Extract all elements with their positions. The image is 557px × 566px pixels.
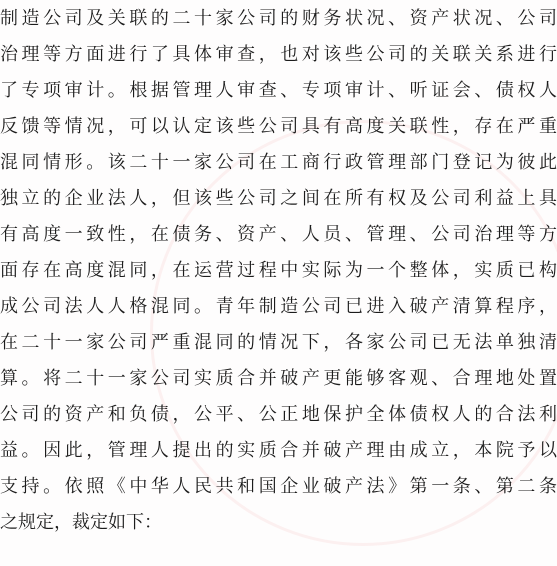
text-line: 面存在高度混同，在运营过程中实际为一个整体，实质已构 [0,260,557,281]
text-line: 成公司法人人格混同。青年制造公司已进入破产清算程序， [0,296,557,317]
text-line: 独立的企业法人，但该些公司之间在所有权及公司利益上具 [0,188,557,209]
text-line: 之规定，裁定如下： [0,512,162,533]
text-line: 在二十一家公司严重混同的情况下，各家公司已无法单独清 [0,332,557,353]
text-line: 支持。依照《中华人民共和国企业破产法》第一条、第二条 [0,476,557,497]
text-line: 治理等方面进行了具体审查，也对该些公司的关联关系进行 [0,44,557,65]
text-line: 有高度一致性，在债务、资产、人员、管理、公司治理等方 [0,224,557,245]
text-line: 益。因此，管理人提出的实质合并破产理由成立，本院予以 [0,440,557,461]
text-line: 制造公司及关联的二十家公司的财务状况、资产状况、公司 [0,8,557,29]
text-line: 了专项审计。根据管理人审查、专项审计、听证会、债权人 [0,80,557,101]
text-line: 反馈等情况，可以认定该些公司具有高度关联性，存在严重 [0,116,557,137]
text-line: 混同情形。该二十一家公司在工商行政管理部门登记为彼此 [0,152,557,173]
text-line: 公司的资产和负债，公平、公正地保护全体债权人的合法利 [0,404,557,425]
text-line: 算。将二十一家公司实质合并破产更能够客观、合理地处置 [0,368,557,389]
